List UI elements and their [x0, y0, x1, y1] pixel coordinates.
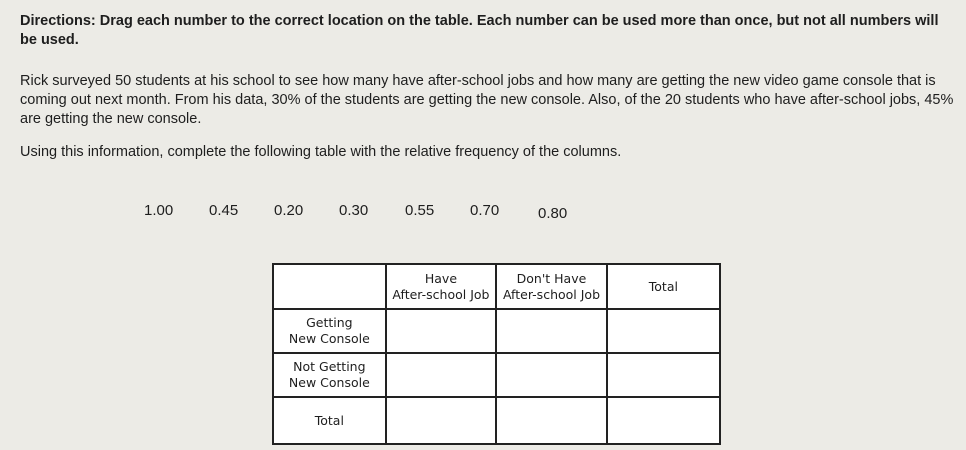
row-header-label: Not Getting	[293, 359, 366, 374]
number-tile-0-80[interactable]: 0.80	[538, 205, 568, 222]
drop-cell-not-getting-total[interactable]	[607, 353, 720, 397]
drop-cell-total-total[interactable]	[607, 397, 720, 444]
row-header-label: New Console	[288, 331, 370, 346]
col-header-label: After-school Job	[392, 286, 490, 302]
drop-cell-getting-no-job[interactable]	[496, 309, 607, 353]
table-row	[273, 353, 720, 397]
problem-paragraph: Rick surveyed 50 students at his school to see how many have after-school jobs and how many are getting the new video game console that is coming out next month. From his data, 30% of the students are getting the new console. Also, of the 20 students who have after-school jobs, 45% are getting the new console.	[20, 73, 954, 127]
col-header-label: Have	[424, 270, 458, 286]
col-header-have-job	[386, 264, 497, 309]
table-row	[273, 397, 720, 444]
row-header-label: New Console	[288, 375, 370, 390]
drop-cell-getting-have-job[interactable]	[386, 309, 497, 353]
col-header-total	[607, 264, 720, 309]
drop-cell-total-have-job[interactable]	[386, 397, 497, 444]
table-row	[273, 309, 720, 353]
col-header-label: Don't Have	[516, 270, 587, 286]
col-header-no-job	[496, 264, 607, 309]
number-tile-0-55[interactable]: 0.55	[405, 202, 435, 219]
number-tile-1-00[interactable]: 1.00	[144, 202, 174, 219]
number-tile-0-70[interactable]: 0.70	[470, 202, 500, 219]
row-header-label: Total	[314, 412, 344, 428]
drop-cell-total-no-job[interactable]	[496, 397, 607, 444]
number-tile-0-45[interactable]: 0.45	[209, 202, 239, 219]
drop-cell-not-getting-no-job[interactable]	[496, 353, 607, 397]
instruction-text: Using this information, complete the following table with the relative frequency of the columns.	[20, 144, 622, 160]
number-tile-0-20[interactable]: 0.20	[274, 202, 304, 219]
number-tile-0-30[interactable]: 0.30	[339, 202, 369, 219]
drop-cell-getting-total[interactable]	[607, 309, 720, 353]
row-header-getting-console	[273, 309, 386, 353]
table-header-row	[273, 264, 720, 309]
row-header-total	[273, 397, 386, 444]
relative-frequency-table	[272, 263, 721, 445]
directions-text: Directions: Drag each number to the correct location on the table. Each number can be used more than once, but not all numbers will be used.	[20, 13, 939, 48]
row-header-not-getting-console	[273, 353, 386, 397]
col-header-label: Total	[648, 278, 678, 294]
table-corner-cell	[273, 264, 386, 309]
row-header-label: Getting	[306, 315, 353, 330]
drop-cell-not-getting-have-job[interactable]	[386, 353, 497, 397]
col-header-label: After-school Job	[502, 286, 600, 302]
